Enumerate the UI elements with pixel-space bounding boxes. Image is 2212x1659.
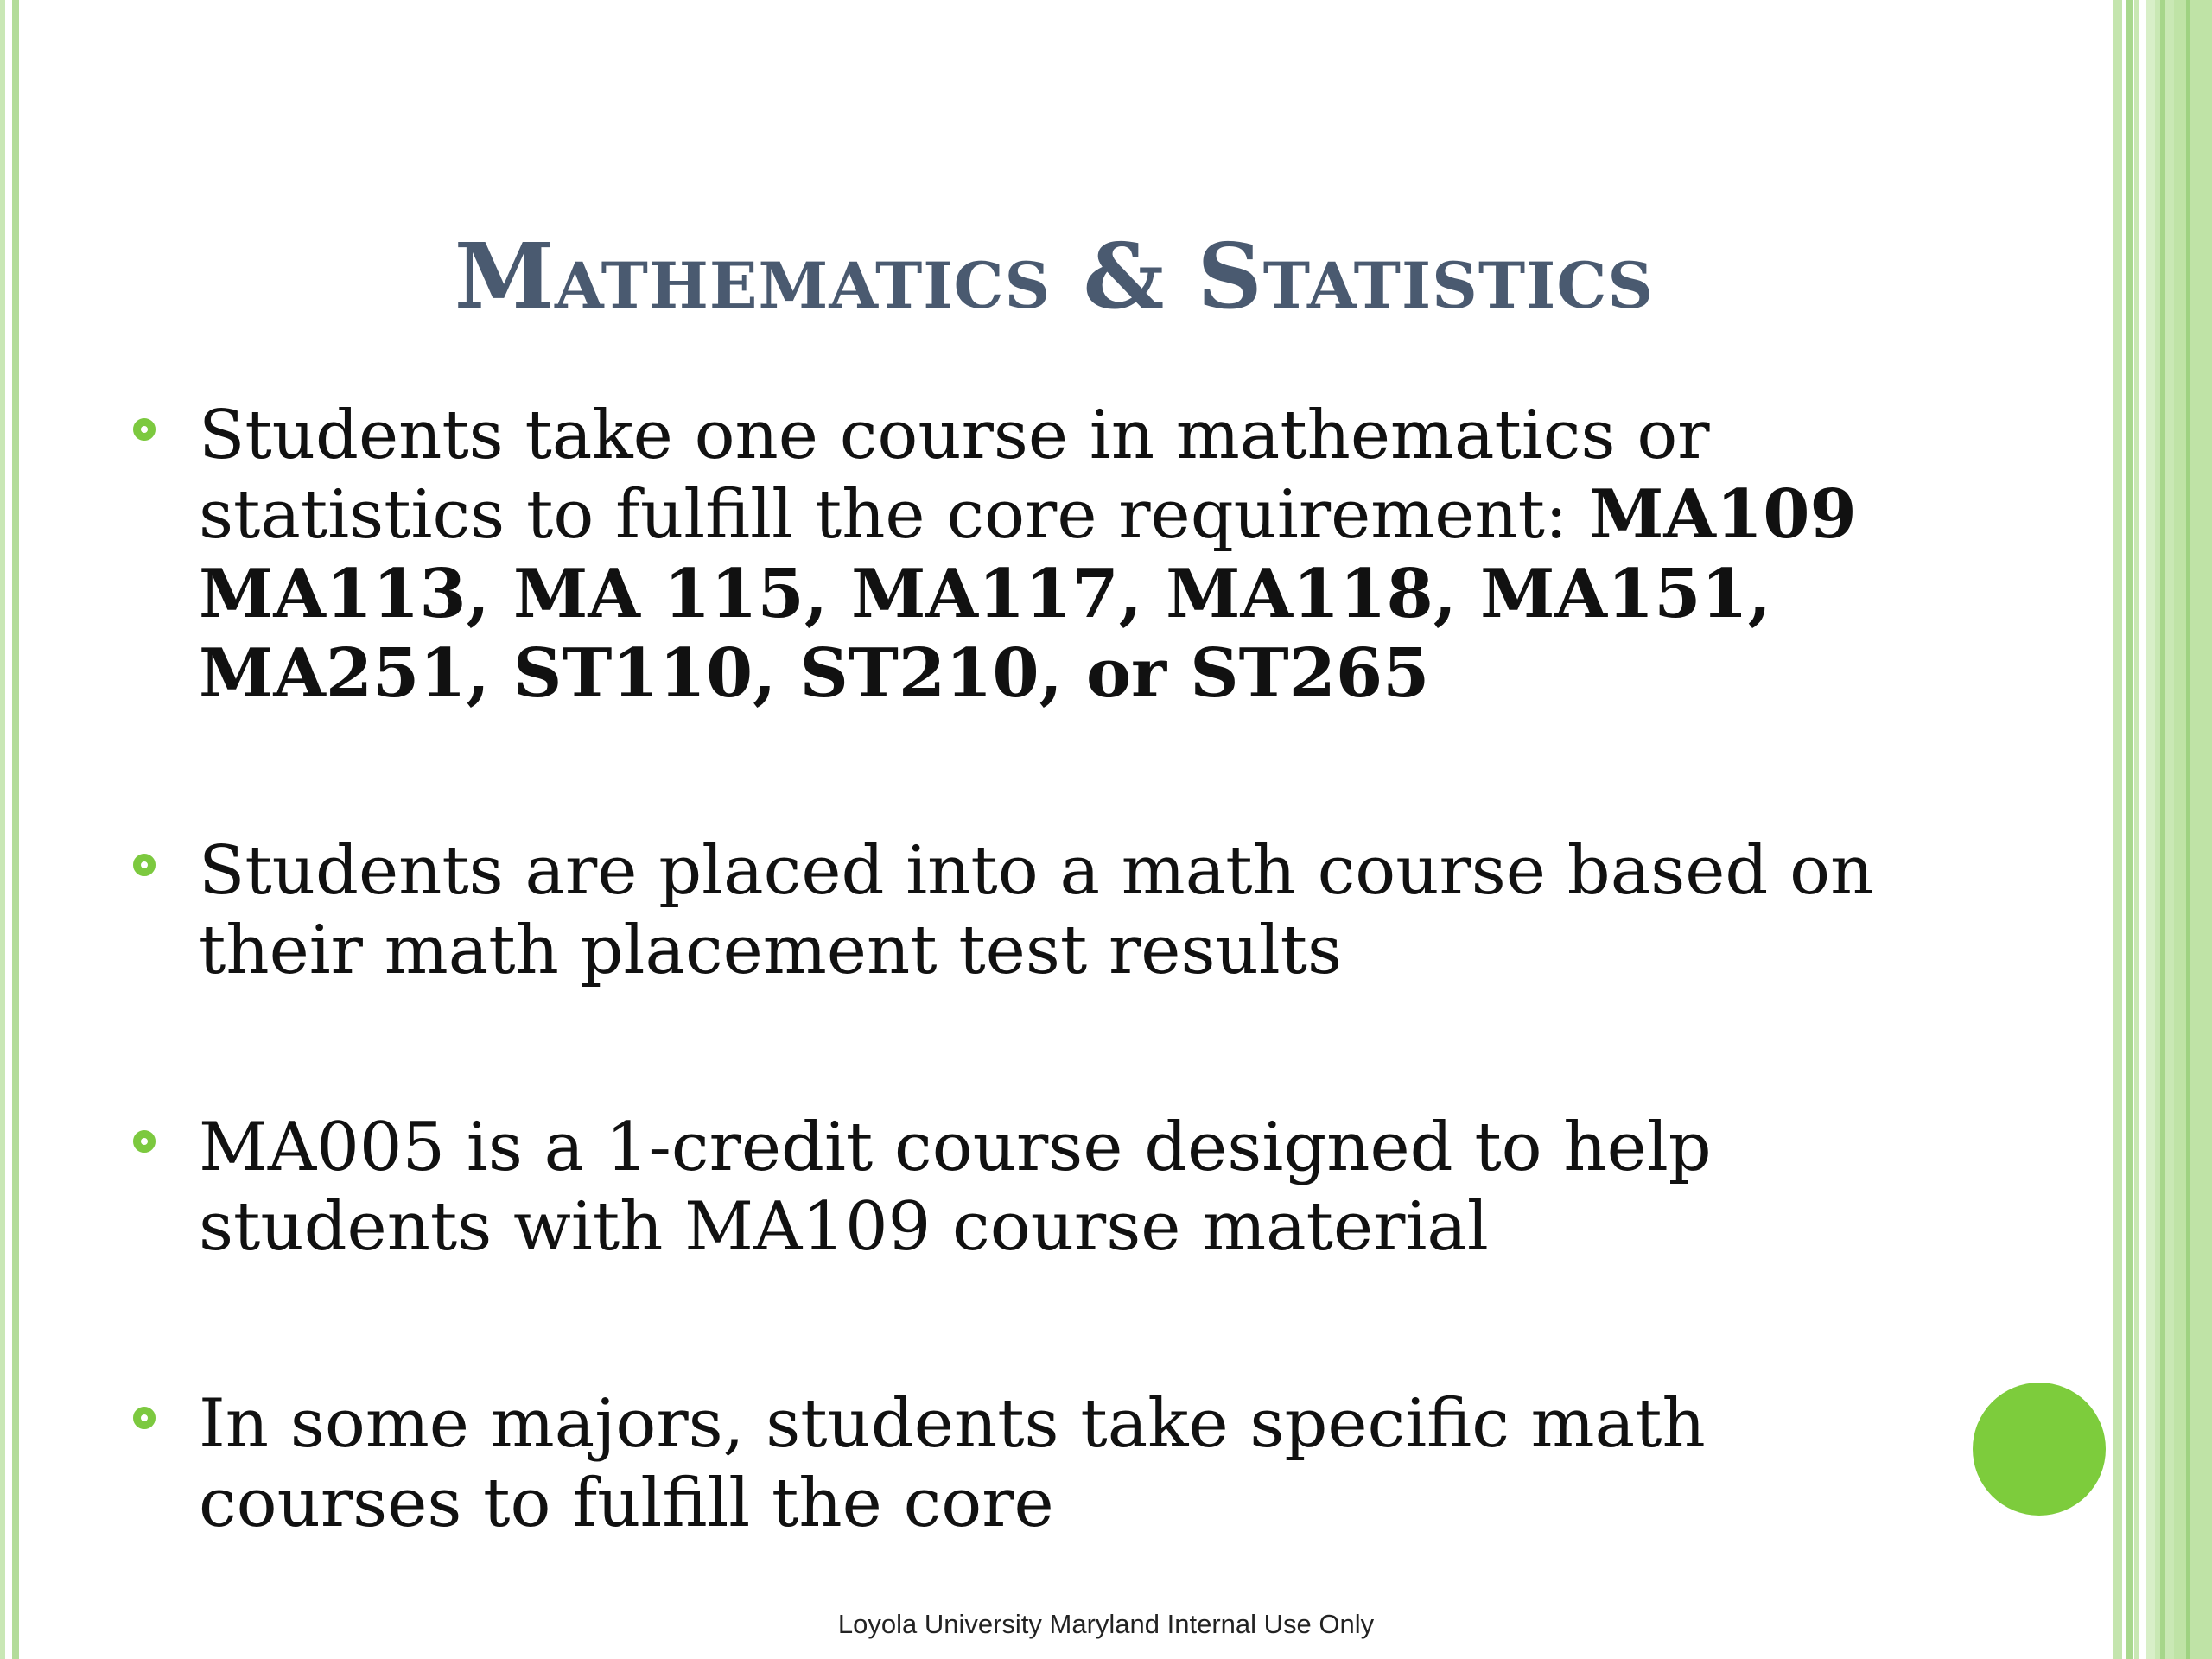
right-border-stripe (2113, 0, 2122, 1659)
bullet-text: Students are placed into a math course based on their math placement test results (199, 832, 1874, 989)
right-border-stripe (2186, 0, 2190, 1659)
bullet-text: In some majors, students take specific math courses to fulfill the core (199, 1385, 1706, 1542)
bullet-text (199, 396, 1927, 714)
slide-title: Mathematics & Statistics (454, 223, 1655, 329)
right-border-stripe (2174, 0, 2212, 1659)
ring-bullet-icon (133, 854, 156, 876)
course-list: MA109 MA113, MA 115, MA117, MA118, MA151, MA251, ST110, ST210, or ST265 (199, 475, 1857, 713)
footer-text: Loyola University Maryland Internal Use Only (837, 1609, 1375, 1639)
bullet-text: MA005 is a 1-credit course designed to help students with MA109 course material (199, 1109, 1712, 1266)
ring-bullet-icon (133, 418, 156, 441)
bullet-plain-text: Students take one course in mathematics or statistics to fulfill the core requirement: (199, 397, 1710, 554)
ring-bullet-icon (133, 1407, 156, 1429)
green-circle-decoration (1973, 1382, 2106, 1516)
right-border-stripe (2160, 0, 2165, 1659)
ring-bullet-icon (133, 1130, 156, 1153)
right-border-stripe (2126, 0, 2133, 1659)
right-border-stripe (2146, 0, 2155, 1659)
